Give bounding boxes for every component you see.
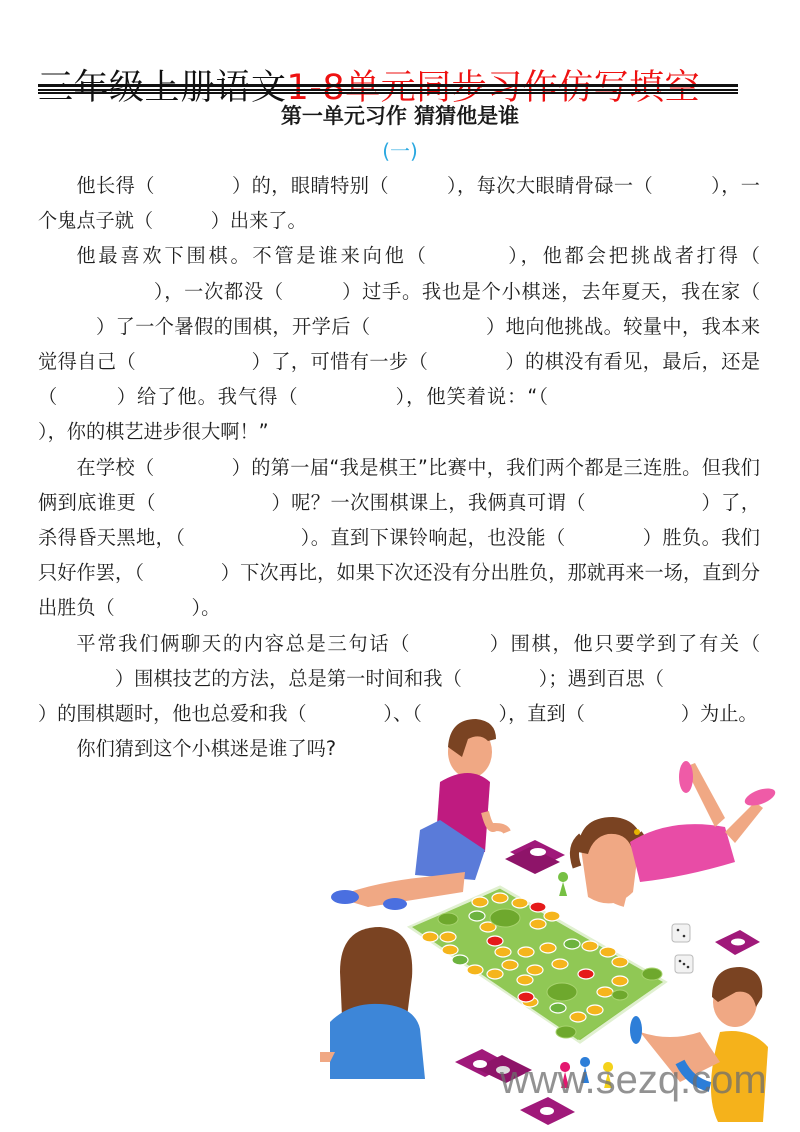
fill-blank[interactable] <box>462 661 539 696</box>
fill-blank[interactable] <box>38 309 96 344</box>
text: ），你的棋艺进步很大啊！” <box>38 420 269 444</box>
fill-blank[interactable] <box>136 344 251 379</box>
paragraph-2 <box>38 238 760 449</box>
fill-blank[interactable] <box>153 203 211 238</box>
text: ），一个鬼点子就（ <box>38 174 760 233</box>
fill-blank[interactable] <box>411 626 488 661</box>
fill-blank[interactable] <box>284 274 342 309</box>
watermark: www.sezq.com <box>500 1058 767 1102</box>
text: ）。 <box>191 596 221 620</box>
girl-pink-dress-figure <box>574 761 777 903</box>
text: 他长得（ <box>76 174 155 197</box>
title-rule-thin-2 <box>38 92 738 94</box>
fill-blank[interactable] <box>38 274 153 309</box>
girl-blue-dress-figure <box>320 927 425 1079</box>
fill-blank[interactable] <box>155 168 232 203</box>
text: ）给了他。我气得（ <box>115 385 299 409</box>
fill-blank[interactable] <box>429 238 506 273</box>
fill-blank[interactable] <box>653 168 711 203</box>
fill-blank[interactable] <box>38 661 115 696</box>
paragraph-3 <box>38 450 760 626</box>
text: ）围棋，他只要学到了有关（ <box>487 631 761 655</box>
fill-blank[interactable] <box>155 450 232 485</box>
fill-blank[interactable] <box>586 485 701 520</box>
text: 你们猜到这个小棋迷是谁了吗? <box>76 737 337 761</box>
fill-blank[interactable] <box>115 590 192 625</box>
game-board-icon <box>410 887 665 1042</box>
text: ）的棋没有看见，最后，还是（ <box>38 350 761 409</box>
text: ）出来了。 <box>210 209 307 233</box>
fill-blank[interactable] <box>185 520 300 555</box>
text: ）呢？一次围棋课上，我俩真可谓（ <box>271 490 586 514</box>
text: 他最喜欢下围棋。不管是谁来向他（ <box>76 244 429 268</box>
fill-blank[interactable] <box>156 485 271 520</box>
fill-blank[interactable] <box>566 520 643 555</box>
text: ）围棋技艺的方法，总是第一时间和我（ <box>114 666 462 690</box>
passage <box>38 168 760 766</box>
text: 平常我们俩聊天的内容总是三句话（ <box>76 631 412 655</box>
text: ），他笑着说：“（ <box>394 385 549 409</box>
text: ）地向他挑战。较量中，我本来觉得自己（ <box>38 314 761 374</box>
text: 在学校（ <box>76 455 155 479</box>
fill-blank[interactable] <box>299 379 395 414</box>
text: ）过手。我也是个小棋迷，去年夏天，我在家（ <box>341 279 761 303</box>
text: ），他都会把挑战者打得（ <box>505 244 760 268</box>
text: ）为止。 <box>680 702 758 726</box>
fill-blank[interactable] <box>58 379 116 414</box>
text: ）的第一届“我是棋王”比赛中，我们两个都是三连胜。但我们俩到底谁更（ <box>38 455 760 514</box>
text: ）的，眼睛特别（ <box>231 174 389 197</box>
text: ）胜负。我们只好作罢，（ <box>38 526 760 585</box>
text: ）。直到下课铃响起，也没能（ <box>300 526 566 550</box>
text: ），直到（ <box>498 702 585 726</box>
boy-magenta-shirt-figure <box>331 719 507 910</box>
fill-blank[interactable] <box>144 555 221 590</box>
fill-blank[interactable] <box>389 168 447 203</box>
text: ）了，可惜有一步（ <box>251 350 429 374</box>
text: ）、（ <box>383 702 422 726</box>
title-rule-thick <box>38 84 738 87</box>
paragraph-1 <box>38 168 760 238</box>
unit-subtitle: 第一单元习作 猜猜他是谁 <box>280 104 520 128</box>
text: ）下次再比，如果下次还没有分出胜负，那就再来一场，直到分出胜负（ <box>38 561 761 620</box>
title-double-underline <box>38 84 738 93</box>
text: ）；遇到百思（ <box>538 666 665 690</box>
text: ）了一个暑假的围棋，开学后（ <box>95 314 371 338</box>
text: ）了，杀得昏天黑地，（ <box>38 490 761 550</box>
fill-blank[interactable] <box>664 661 760 696</box>
section-number: (一) <box>382 139 418 163</box>
dice-icon <box>672 924 693 973</box>
title-rule-thin-1 <box>38 89 738 91</box>
text: ）的围棋题时，他也总爱和我（ <box>38 702 307 726</box>
text: ），一次都没（ <box>153 279 284 303</box>
fill-blank[interactable] <box>428 344 505 379</box>
fill-blank[interactable] <box>549 379 760 414</box>
text: ），每次大眼睛骨碌一（ <box>446 174 654 197</box>
fill-blank[interactable] <box>370 309 485 344</box>
